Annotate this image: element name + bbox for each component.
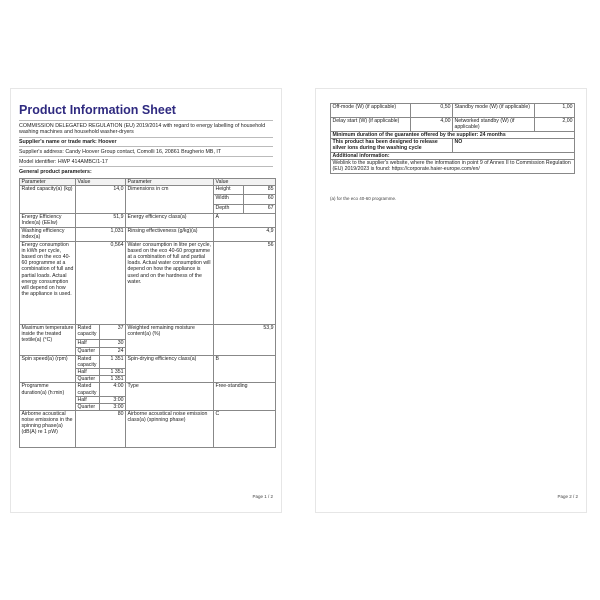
depth-label: Depth xyxy=(214,204,244,213)
noise-emission-label: Airborne acoustical noise emissions in the spinning phase(a) (dB(A) re 1 pW) xyxy=(20,410,76,447)
page-footer: Page 2 / 2 xyxy=(557,494,578,499)
sub-label: Half xyxy=(76,340,100,348)
header-parameter: Parameter xyxy=(20,179,76,186)
delay-start-value: 4,00 xyxy=(411,118,453,132)
divider xyxy=(19,166,273,167)
table-row xyxy=(20,214,276,228)
table-row xyxy=(331,132,575,139)
sub-label: Rated capacity xyxy=(76,325,100,340)
power-table xyxy=(330,103,575,174)
sub-value: 30 xyxy=(100,340,126,348)
header-parameter: Parameter xyxy=(126,179,214,186)
programme-duration-label: Programme duration(a) (h:min) xyxy=(20,383,76,410)
guarantee-row: Minimum duration of the guarantee offered by the supplier: 24 months xyxy=(331,132,575,139)
silver-ions-value: NO xyxy=(453,139,575,153)
spin-class-value: B xyxy=(214,356,276,383)
page-1 xyxy=(10,88,282,513)
table-row xyxy=(20,242,276,325)
moisture-label: Weighted remaining moisture content(a) (%) xyxy=(126,325,214,356)
additional-info-heading: Additional information: xyxy=(331,153,575,160)
energy-consumption-value: 0,564 xyxy=(76,242,126,325)
noise-class-value: C xyxy=(214,410,276,447)
table-row xyxy=(20,325,276,340)
moisture-value: 53,9 xyxy=(214,325,276,356)
sub-value: 3:00 xyxy=(100,403,126,410)
sub-value: 1 351 xyxy=(100,356,126,369)
energy-consumption-label: Energy consumption in kWh per cycle, based on the eco 40-60 programme at a combination of full and partial loads. Actual energy consumption will depend on how the appliance is used. xyxy=(20,242,76,325)
sub-label: Half xyxy=(76,396,100,403)
table-row xyxy=(331,160,575,174)
sub-value: 37 xyxy=(100,325,126,340)
eei-label: Energy Efficiency Index(a) (EEIw) xyxy=(20,214,76,228)
sub-label: Quarter xyxy=(76,376,100,383)
weblink-text: Weblink to the supplier's website, where the information in point 9 of Annex II to Commission Regulation (EU) 2019/2023 is found: https://corporate.haier-europe.com/en/ xyxy=(331,160,575,174)
sub-label: Half xyxy=(76,369,100,376)
table-row xyxy=(20,186,276,195)
dimensions-label: Dimensions in cm xyxy=(126,186,214,214)
table-header-row xyxy=(20,179,276,186)
header-value: Value xyxy=(76,179,126,186)
networked-standby-label: Networked standby (W) (if applicable) xyxy=(453,118,535,132)
sub-label: Quarter xyxy=(76,403,100,410)
divider xyxy=(19,146,273,147)
noise-class-label: Airborne acoustical noise emission class(a) (spinning phase) xyxy=(126,410,214,447)
page-2 xyxy=(315,88,587,513)
supplier-address: Supplier's address: Candy Hoover Group contact, Comolli 16, 20861 Brugherio MB, IT xyxy=(19,149,222,155)
sub-label: Rated capacity xyxy=(76,356,100,369)
general-parameters-heading: General product parameters: xyxy=(19,169,92,175)
divider xyxy=(19,137,273,138)
table-row xyxy=(20,383,276,396)
washing-efficiency-label: Washing efficiency index(a) xyxy=(20,228,76,242)
table-row xyxy=(20,228,276,242)
page-footer: Page 1 / 2 xyxy=(252,494,273,499)
height-label: Height xyxy=(214,186,244,195)
header-value: Value xyxy=(214,179,276,186)
type-value: Free-standing xyxy=(214,383,276,410)
rinsing-label: Rinsing effectiveness (g/kg)(a) xyxy=(126,228,214,242)
standby-label: Standby mode (W) (if applicable) xyxy=(453,104,535,118)
sub-value: 24 xyxy=(100,348,126,356)
sub-label: Quarter xyxy=(76,348,100,356)
table-row xyxy=(20,356,276,369)
rated-capacity-value: 14,0 xyxy=(76,186,126,214)
water-consumption-value: 56 xyxy=(214,242,276,325)
footnote: (a) for the eco 40-60 programme. xyxy=(330,196,397,201)
max-temperature-label: Maximum temperature inside the treated textile(a) (°C) xyxy=(20,325,76,356)
table-row xyxy=(20,410,276,447)
energy-class-value: A xyxy=(214,214,276,228)
table-row xyxy=(331,139,575,153)
rated-capacity-label: Rated capacity(a) (kg) xyxy=(20,186,76,214)
width-value: 60 xyxy=(244,195,276,204)
off-mode-value: 0,50 xyxy=(411,104,453,118)
sheet-title: Product Information Sheet xyxy=(19,103,176,117)
spin-speed-label: Spin speed(a) (rpm) xyxy=(20,356,76,383)
table-row xyxy=(331,104,575,118)
rinsing-value: 4,9 xyxy=(214,228,276,242)
washing-efficiency-value: 1,031 xyxy=(76,228,126,242)
sub-value: 4:00 xyxy=(100,383,126,396)
sub-value: 1 351 xyxy=(100,369,126,376)
title-divider xyxy=(19,120,273,121)
width-label: Width xyxy=(214,195,244,204)
delay-start-label: Delay start (W) (if applicable) xyxy=(331,118,411,132)
networked-standby-value: 2,00 xyxy=(535,118,575,132)
table-row xyxy=(331,153,575,160)
height-value: 85 xyxy=(244,186,276,195)
spin-class-label: Spin-drying efficiency class(a) xyxy=(126,356,214,383)
type-label: Type xyxy=(126,383,214,410)
off-mode-label: Off-mode (W) (if applicable) xyxy=(331,104,411,118)
energy-class-label: Energy efficiency class(a) xyxy=(126,214,214,228)
eei-value: 51,9 xyxy=(76,214,126,228)
regulation-text: COMMISSION DELEGATED REGULATION (EU) 2019/2014 with regard to energy labelling of household washing machines and household washer-dryers xyxy=(19,123,266,136)
silver-ions-label: This product has been designed to release silver ions during the washing cycle xyxy=(331,139,453,153)
divider xyxy=(19,156,273,157)
water-consumption-label: Water consumption in litre per cycle, based on the eco 40-60 programme at a combination of full and partial loads. Actual water consumption will depend on how the appliance is used and on the hardness of the water. xyxy=(126,242,214,325)
noise-emission-value: 80 xyxy=(76,410,126,447)
table-row xyxy=(331,118,575,132)
parameters-table xyxy=(19,178,276,448)
sub-value: 1 351 xyxy=(100,376,126,383)
sub-label: Rated capacity xyxy=(76,383,100,396)
standby-value: 1,00 xyxy=(535,104,575,118)
supplier-name: Supplier's name or trade mark: Hoover xyxy=(19,139,117,145)
depth-value: 67 xyxy=(244,204,276,213)
sub-value: 3:00 xyxy=(100,396,126,403)
model-identifier: Model identifier: HWP 414AMBC/1-17 xyxy=(19,159,108,165)
